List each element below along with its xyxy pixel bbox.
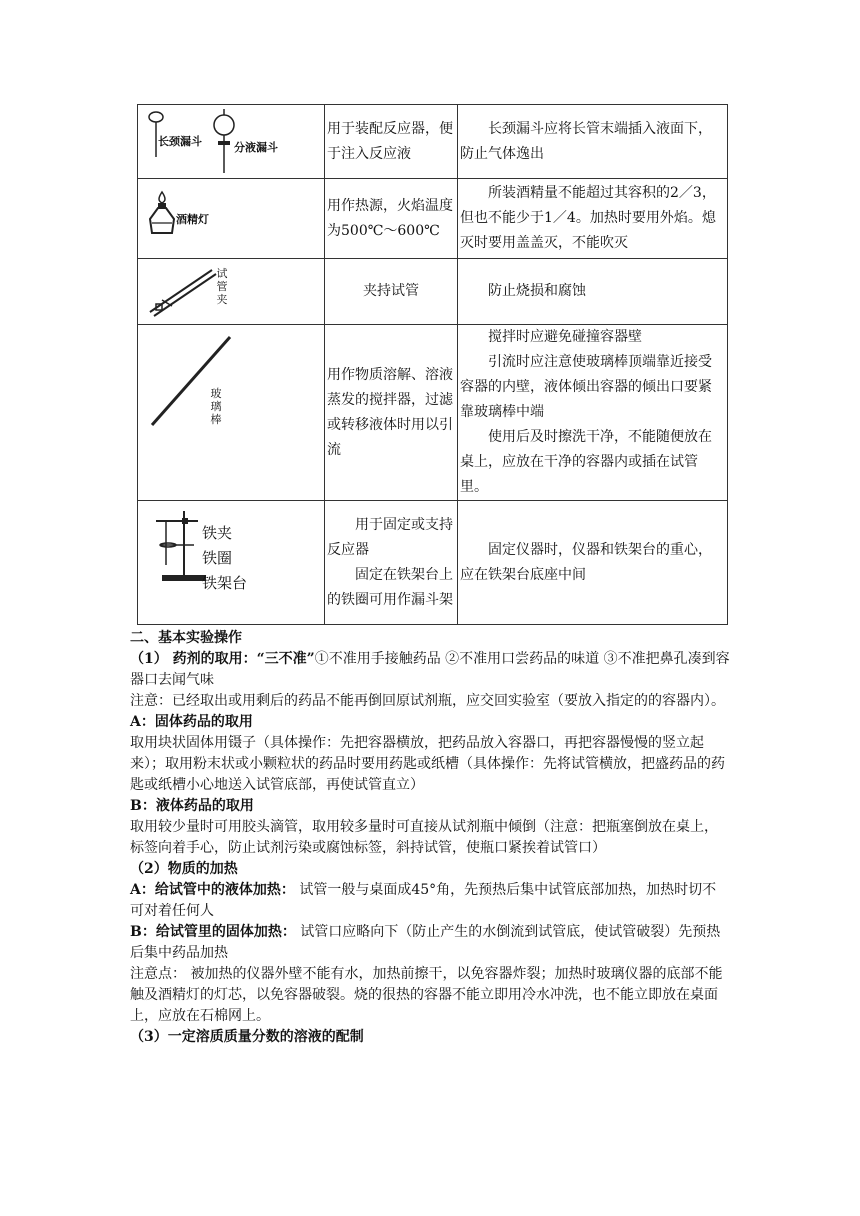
paragraph: 注意：已经取出或用剩后的药品不能再倒回原试剂瓶，应交回实验室（要放入指定的的容器内）。 (130, 693, 725, 709)
section-title: 二、基本实验操作 (130, 630, 242, 646)
paragraph-heading: （1） 药剂的取用：“三不准” (130, 651, 315, 667)
note-line: 搅拌时应避免碰撞容器壁 (488, 329, 642, 345)
body-text (130, 628, 730, 1048)
use-cell: 夹持试管 (325, 259, 458, 325)
table-row (138, 325, 728, 501)
apparatus-label: 铁架台 (202, 574, 248, 592)
paragraph (130, 922, 730, 964)
apparatus-label: 分液漏斗 (234, 141, 278, 154)
note-cell: 防止烧损和腐蚀 (458, 259, 728, 325)
subheading: （3）一定溶质质量分数的溶液的配制 (130, 1029, 364, 1045)
table-row (138, 105, 728, 179)
apparatus-table (137, 104, 728, 625)
note-line: 引流时应注意使玻璃棒顶端靠近接受容器的内壁，液体倾出容器的倾出口要紧靠玻璃棒中端 (460, 354, 712, 420)
use-cell: 用于装配反应器，便于注入反应液 (325, 105, 458, 179)
apparatus-image-cell (138, 325, 325, 501)
glass-rod-icon (146, 333, 236, 433)
apparatus-image-cell (138, 501, 325, 625)
paragraph (130, 880, 730, 922)
apparatus-image-cell (138, 259, 325, 325)
apparatus-label: 铁夹 (202, 524, 233, 542)
apparatus-image-cell (138, 105, 325, 179)
subheading: B：液体药品的取用 (130, 798, 254, 814)
use-cell: 用作热源，火焰温度为500℃～600℃ (325, 179, 458, 259)
table-row (138, 179, 728, 259)
test-tube-clamp-icon (142, 262, 222, 322)
subheading: A：固体药品的取用 (130, 714, 253, 730)
paragraph: 取用块状固体用镊子（具体操作：先把容器横放，把药品放入容器口，再把容器慢慢的竖立起来）；取用粉末状或小颗粒状的药品时要用药匙或纸槽（具体操作：先将试管横放，把盛药品的药匙或纸槽小心地送入试管底部，再使试管直立） (130, 735, 725, 793)
paragraph: 注意点： 被加热的仪器外壁不能有水，加热前擦干，以免容器炸裂；加热时玻璃仪器的底部不能触及酒精灯的灯芯，以免容器破裂。烧的很热的容器不能立即用冷水冲洗，也不能立即放在桌面上，应放在石棉网上。 (130, 966, 723, 1024)
paragraph-text: 试管一般与桌面成45°角，先预热后集中试管底部加热，加热时切不可对着任何人 (130, 882, 717, 919)
subheading: （2）物质的加热 (130, 861, 238, 877)
paragraph-text: 试管口应略向下（防止产生的水倒流到试管底，使试管破裂）先预热后集中药品加热 (130, 924, 721, 961)
table-row (138, 259, 728, 325)
use-line: 用于固定或支持反应器 (327, 516, 453, 558)
apparatus-label: 长颈漏斗 (158, 129, 202, 154)
note-cell: 固定仪器时，仪器和铁架台的重心，应在铁架台底座中间 (458, 501, 728, 625)
paragraph-heading: B：给试管里的固体加热： (130, 924, 296, 940)
apparatus-label: 铁圈 (202, 549, 233, 567)
note-line: 使用后及时擦洗干净，不能随便放在桌上，应放在干净的容器内或插在试管里。 (460, 429, 712, 495)
paragraph-heading: A：给试管中的液体加热： (130, 882, 295, 898)
apparatus-label: 酒精灯 (176, 213, 209, 226)
use-line: 固定在铁架台上的铁圈可用作漏斗架 (327, 566, 453, 608)
apparatus-label: 试管夹 (216, 267, 228, 306)
paragraph (130, 649, 730, 691)
note-cell (458, 325, 728, 501)
note-cell: 长颈漏斗应将长管末端插入液面下，防止气体逸出 (458, 105, 728, 179)
table-row (138, 501, 728, 625)
note-cell: 所装酒精量不能超过其容积的2／3，但也不能少于1／4。加热时要用外焰。熄灭时要用盖盖灭，不能吹灭 (458, 179, 728, 259)
paragraph: 取用较少量时可用胶头滴管，取用较多量时可直接从试剂瓶中倾倒（注意：把瓶塞倒放在桌上，标签向着手心，防止试剂污染或腐蚀标签，斜持试管，使瓶口紧挨着试管口） (130, 819, 718, 856)
apparatus-image-cell (138, 179, 325, 259)
paragraph-text: ①不准用手接触药品 ②不准用口尝药品的味道 ③不准把鼻孔凑到容器口去闻气味 (130, 651, 730, 688)
apparatus-label: 玻璃棒 (210, 387, 222, 426)
use-cell (325, 501, 458, 625)
use-cell: 用作物质溶解、溶液蒸发的搅拌器，过滤或转移液体时用以引流 (325, 325, 458, 501)
